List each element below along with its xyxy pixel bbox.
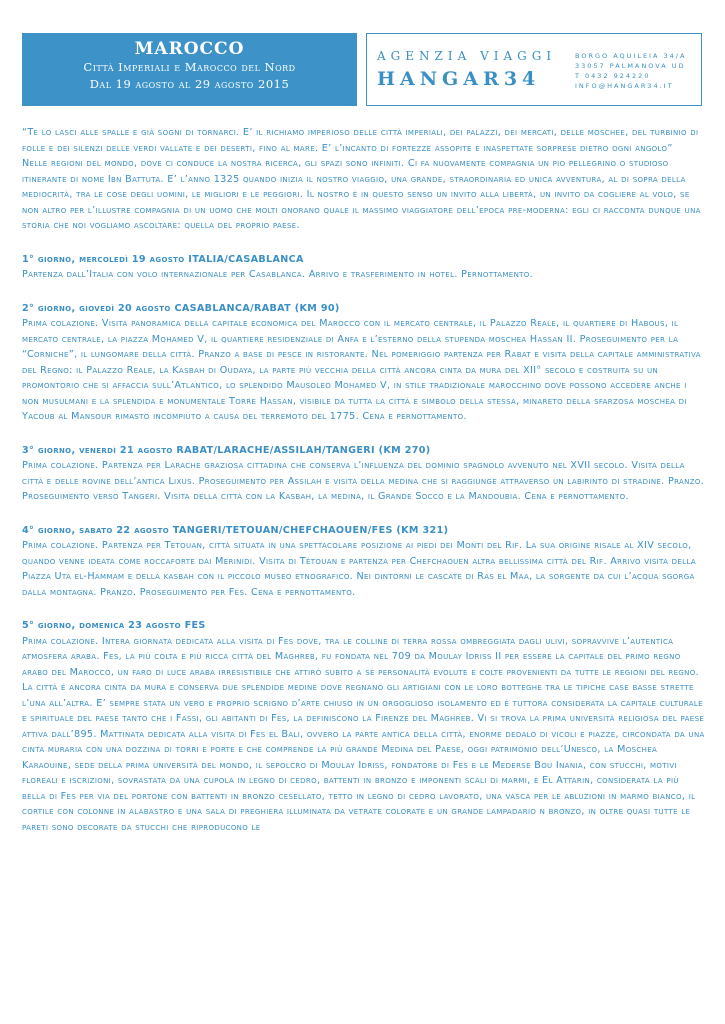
day-heading <box>22 301 705 317</box>
day-heading <box>22 443 705 459</box>
day-heading <box>22 618 705 634</box>
itinerary-body <box>22 125 705 835</box>
intro-quote: “Te lo lasci alle spalle e già sogni di tornarci. E’ il richiamo imperioso delle città imperiali, dei palazzi, dei mercati, delle moschee, del turbinio di folle e dei silenzi delle verdi vallate e dei deserti, fino al mare. E’ l’incanto di fortezze assopite e inaspettate sorprese dietro ogni angolo” <box>22 127 699 154</box>
day-route: RABAT/LARACHE/ASSILAH/TANGERI (KM 270) <box>176 444 431 456</box>
address-line: BORGO AQUILEIA 34/A <box>575 52 687 60</box>
day-route: TANGERI/TETOUAN/CHEFCHAOUEN/FES (KM 321) <box>172 524 449 536</box>
day-route: ITALIA/CASABLANCA <box>188 253 304 265</box>
day-description: Prima colazione. Intera giornata dedicata alla visita di Fes dove, tra le colline di terra rossa ombreggiata dagli ulivi, sopravvive l’autentica atmosfera araba. Fes, la più colta e più ricca città del Maghreb, fu fondata nel 709 da Moulay Idriss II per essere la capitale del primo regno arabo del Marocco, un faro di luce araba irresistibile che attirò subito a sé personalità evolute e colte provenienti da tutte le regioni del regno. La città è ancora cinta da mura e conserva due splendide medine dove regnano gli artigiani con le loro botteghe tra le tipiche case basse strette l’una all’altra. E’ sempre stata un vero e proprio scrigno d’arte chiuso in un orgoglioso isolamento ed è tuttora considerata la capitale culturale e spirituale del paese tanto che i Fassi, gli abitanti di Fes, la definiscono la Firenze del Maghreb. Vi si trova la prima università religiosa del paese attiva dall’895. Mattinata dedicata alla visita di Fes el Bali, ovvero la parte antica della città, enorme dedalo di vicoli e piazze, circondata da una cinta muraria con una dozzina di torri e porte e che comprende la più grande Medina del Paese, oggi patrimonio dell’Unesco, la Moschea Karaouine, sede della prima università del mondo, il sepolcro di Moulay Idriss, fondatore di Fes e le Mederse Bou Inania, con stucchi, motivi floreali e iscrizioni, sovrastata da una cupola in legno di cedro, battenti in bronzo e imponenti scali di marmi, e El Attarin, considerata la più bella di Fes per via del portone con battenti in bronzo cesellato, tetto in legno di cedro lavorato, una vasca per le abluzioni in marmo bianco, il cortile con colonne in alabastro e una sala di preghiera illuminata da vetrate colorate e un grande lampadario n bronzo, in oltre quasi tutte le pareti sono decorate da stucchi che riproducono le <box>22 635 705 833</box>
day-route: CASABLANCA/RABAT (KM 90) <box>174 302 340 314</box>
day-label: 4° giorno, sabato 22 agosto <box>22 524 170 536</box>
agency-address <box>575 51 686 91</box>
day-description: Prima colazione. Visita panoramica della capitale economica del Marocco con il mercato centrale, il Palazzo Reale, il quartiere di Habous, il mercato centrale, la piazza Mohamed V, il quartiere residenziale di Anfa e l’esterno della stupenda moschea Hassan II. Proseguimento per la “Corniche”, il lungomare della città. Pranzo a base di pesce in ristorante. Nel pomeriggio partenza per Rabat e visita della capitale amministrativa del Regno: il Palazzo Reale, la Kasbah di Oudaya, la parte più vecchia della città ancora cinta da mura del XII° secolo e costruita su un promontorio che si affaccia sull’Atlantico, lo splendido Mausoleo Mohamed V, in stile tradizionale marocchino dove possono accedere anche i non musulmani e la splendida e monumentale Torre Hassan, visibile da tutta la città e simbolo della stessa, minareto della sfarzosa moschea di Yacoub al Mansour rimasto incompiuto a causa del terremoto del 1775. Cena e pernottamento. <box>22 318 701 422</box>
day-label: 1° giorno, mercoledì 19 agosto <box>22 253 185 265</box>
agency-box <box>366 33 702 106</box>
phone-line: T 0432 924220 <box>575 72 651 80</box>
day-description: Partenza dall’Italia con volo internazionale per Casablanca. Arrivo e trasferimento in hotel. Pernottamento. <box>22 269 534 280</box>
day-label: 2° giorno, giovedì 20 agosto <box>22 302 171 314</box>
agency-name: HANGAR34 <box>377 68 541 90</box>
day-heading <box>22 523 705 539</box>
day-label: 5° giorno, domenica 23 agosto <box>22 620 181 631</box>
agency-label: AGENZIA VIAGGI <box>377 49 557 63</box>
day-description: Prima colazione. Partenza per Larache graziosa cittadina che conserva l’influenza del dominio spagnolo avvenuto nel XVII secolo. Visita della città e delle rovine dell’antica Lixus. Proseguimento per Assilah e visita della medina che si raggiunge attraverso un labirinto di stradine. Pranzo. Proseguimento verso Tangeri. Visita della città con la Kasbah, la medina, il Grande Socco e la Mandoubia. Cena e pernottamento. <box>22 460 705 502</box>
day-description: Prima colazione. Partenza per Tetouan, città situata in una spettacolare posizione ai piedi dei Monti del Rif. La sua origine risale al XIV secolo, quando venne ideata come roccaforte dai Merinidi. Visita di Tétouan e partenza per Chefchaouen altra bellissima città del Rif. Arrivo visita della Piazza Uta el-Hammam e della kasbah con il piccolo museo etnografico. Nei dintorni le cascate di Ras el Maa, la sorgente da cui l’acqua sgorga dalla montagna. Pranzo. Proseguimento per Fes. Cena e pernottamento. <box>22 540 696 598</box>
trip-subtitle: Città Imperiali e Marocco del Nord <box>83 60 296 74</box>
day-heading <box>22 252 705 268</box>
trip-title: MAROCCO <box>134 39 245 59</box>
intro-text: Nelle regioni del mondo, dove ci conduce la nostra ricerca, gli spazi sono infiniti. Ci fa nuovamente compagnia un pio pellegrino o studioso itinerante di nome Ibn Battuta. E’ l’anno 1325 quando inizia il nostro viaggio, una grande, straordinaria ed unica avventura, al di sopra della mediocrità, tra le cose degli uomini, le migliori e le peggiori. Il nostro è in questo senso un invito alla libertà, un invito da cogliere al volo, se non altro per l’illustre compagnia di un uomo che molti onorano quale il massimo viaggiatore dell’epoca pre-moderna: egli ci racconta dunque una storia che noi vogliamo ascoltare: quella del proprio paese. <box>22 158 701 231</box>
title-banner <box>22 33 357 106</box>
trip-dates: Dal 19 agosto al 29 agosto 2015 <box>89 77 290 91</box>
day-label: 3° giorno, venerdì 21 agosto <box>22 444 173 456</box>
address-line: 33057 PALMANOVA UD <box>575 62 686 70</box>
email-link[interactable]: INFO@HANGAR34.IT <box>575 82 674 90</box>
day-route: FES <box>184 620 206 631</box>
